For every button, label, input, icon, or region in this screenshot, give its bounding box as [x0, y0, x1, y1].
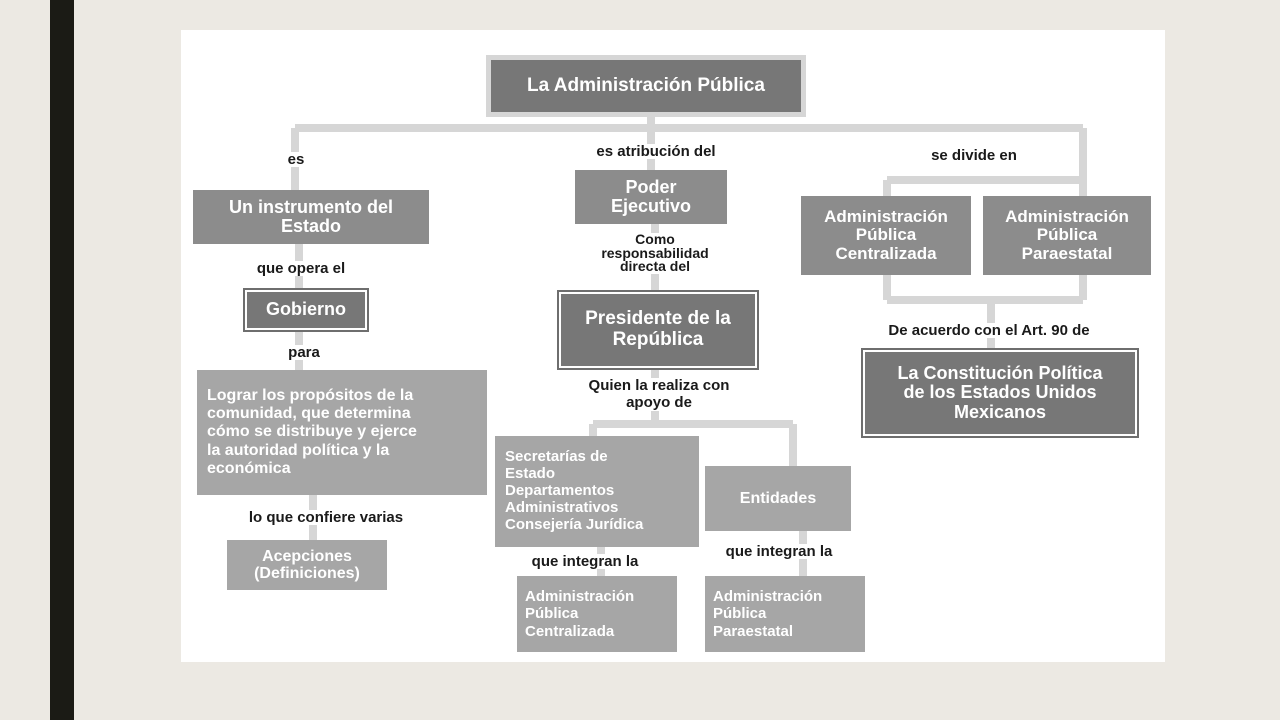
- edge-label-responsabilidad: Como responsabilidad directa del: [575, 233, 735, 274]
- edge-label-divide: se divide en: [931, 147, 1017, 164]
- side-accent-bar: [50, 0, 74, 720]
- edge-label-atribucion: es atribución del: [571, 144, 741, 159]
- edge-label-art90: De acuerdo con el Art. 90 de: [857, 323, 1121, 338]
- node-acepciones: Acepciones (Definiciones): [227, 540, 387, 590]
- edge-label-es: es: [281, 152, 311, 167]
- edge-label-opera: que opera el: [236, 261, 366, 276]
- node-presidente: Presidente de la República: [561, 294, 755, 366]
- node-secretarias: Secretarías de Estado Departamentos Administrativos Consejería Jurídica: [495, 436, 699, 547]
- node-proposito: Lograr los propósitos de la comunidad, que determina cómo se distribuye y ejerce la autoridad política y la económica: [197, 370, 487, 495]
- root-node: La Administración Pública: [491, 60, 801, 112]
- node-apc-right: Administración Pública Centralizada: [801, 196, 971, 275]
- concept-map: [181, 30, 1165, 662]
- node-app-right: Administración Pública Paraestatal: [983, 196, 1151, 275]
- edge-label-realiza: Quien la realiza con apoyo de: [561, 378, 757, 411]
- node-instrumento-estado: Un instrumento del Estado: [193, 190, 429, 244]
- edge-label-integran-apc: que integran la: [515, 554, 655, 569]
- node-apc-bottom: Administración Pública Centralizada: [517, 576, 677, 652]
- edge-label-para: para: [279, 345, 329, 360]
- node-app-bottom: Administración Pública Paraestatal: [705, 576, 865, 652]
- node-constitucion: La Constitución Política de los Estados Unidos Mexicanos: [865, 352, 1135, 434]
- node-entidades: Entidades: [705, 466, 851, 531]
- edge-label-integran-app: que integran la: [709, 544, 849, 559]
- edge-label-confiere: lo que confiere varias: [221, 510, 431, 525]
- node-poder-ejecutivo: Poder Ejecutivo: [575, 170, 727, 224]
- node-gobierno: Gobierno: [247, 292, 365, 328]
